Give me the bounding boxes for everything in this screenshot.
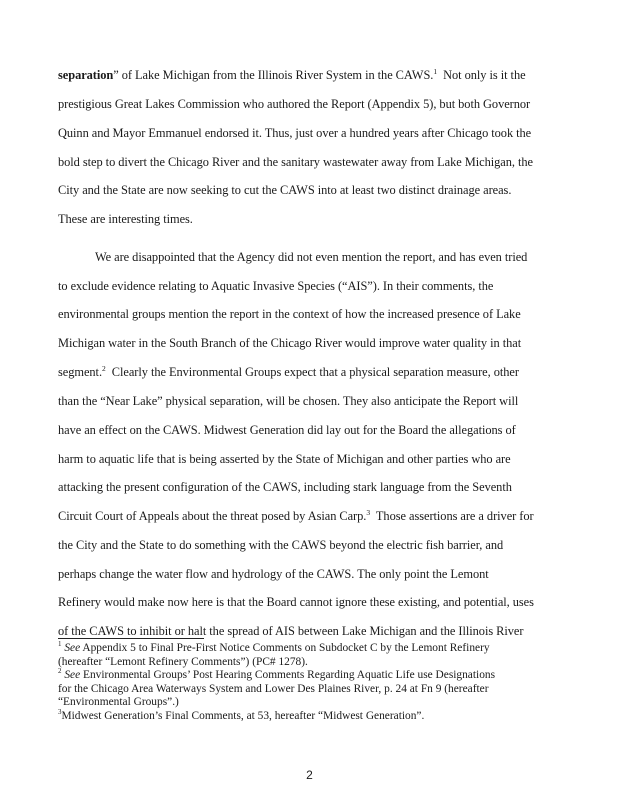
body-line: have an effect on the CAWS. Midwest Generation did lay out for the Board the allegations of bbox=[58, 423, 516, 437]
body-line: Quinn and Mayor Emmanuel endorsed it. Thus, just over a hundred years after Chicago took the bbox=[58, 126, 532, 140]
body-line: These are interesting times. bbox=[58, 212, 193, 226]
body-line: We are disappointed that the Agency did not even mention the report, and has even tried bbox=[95, 250, 528, 264]
footnote-2-cont: for the Chicago Area Waterways System and Lower Des Plaines River, p. 24 at Fn 9 (hereafter bbox=[58, 683, 489, 695]
footnote-2 bbox=[58, 669, 495, 681]
footnote-1 bbox=[58, 642, 490, 654]
text-span: Environmental Groups’ Post Hearing Comments Regarding Aquatic Life use Designations bbox=[80, 669, 496, 681]
text-span: segment. bbox=[58, 365, 102, 379]
body-line: attacking the present configuration of the CAWS, including stark language from the Seventh bbox=[58, 480, 512, 494]
text-span: Appendix 5 to Final Pre-First Notice Comments on Subdocket C by the Lemont Refinery bbox=[80, 642, 490, 654]
footnote-number: 2 bbox=[58, 667, 62, 676]
text-span: Midwest Generation’s Final Comments, at 53, hereafter “Midwest Generation”. bbox=[61, 710, 425, 722]
footnote-3 bbox=[58, 710, 424, 722]
footnote-1-cont: (hereafter “Lemont Refinery Comments”) (PC# 1278). bbox=[58, 656, 308, 668]
footnote-separator bbox=[58, 638, 204, 639]
footnote-ref-3[interactable]: 3 bbox=[366, 507, 371, 517]
text-span: Circuit Court of Appeals about the threat posed by Asian Carp. bbox=[58, 509, 367, 523]
footnote-ref-1[interactable]: 1 bbox=[433, 66, 438, 76]
body-line: the City and the State to do something with the CAWS beyond the electric fish barrier, and bbox=[58, 538, 504, 552]
page-number: 2 bbox=[306, 768, 313, 782]
body-line: of the CAWS to inhibit or halt the spread of AIS between Lake Michigan and the Illinois River bbox=[58, 624, 524, 638]
body-line: Michigan water in the South Branch of the Chicago River would improve water quality in that bbox=[58, 336, 522, 350]
body-line: Refinery would make now here is that the Board cannot ignore these existing, and potential, uses bbox=[58, 595, 534, 609]
body-line bbox=[58, 365, 519, 380]
text-span: Clearly the Environmental Groups expect that a physical separation measure, other bbox=[105, 365, 519, 379]
footnote-2-cont: “Environmental Groups”.) bbox=[58, 696, 179, 708]
body-line: harm to aquatic life that is being asserted by the State of Michigan and other parties who are bbox=[58, 452, 511, 466]
see-signal: See bbox=[64, 669, 81, 681]
footnote-ref-2[interactable]: 2 bbox=[102, 363, 106, 373]
body-line: environmental groups mention the report in the context of how the increased presence of Lake bbox=[58, 307, 521, 321]
footnote-number: 3 bbox=[58, 708, 62, 717]
bold-term: separation bbox=[58, 68, 114, 82]
footnote-number: 1 bbox=[58, 640, 62, 649]
body-line bbox=[58, 68, 526, 83]
body-line: City and the State are now seeking to cut the CAWS into at least two distinct drainage areas. bbox=[58, 183, 512, 197]
body-line: prestigious Great Lakes Commission who authored the Report (Appendix 5), but both Governor bbox=[58, 97, 531, 111]
text-span: Those assertions are a driver for bbox=[370, 509, 534, 523]
see-signal: See bbox=[64, 642, 81, 654]
body-line: than the “Near Lake” physical separation, will be chosen. They also anticipate the Report will bbox=[58, 394, 519, 408]
body-line bbox=[58, 509, 534, 524]
body-line: to exclude evidence relating to Aquatic Invasive Species (“AIS”). In their comments, the bbox=[58, 279, 494, 293]
body-line: perhaps change the water flow and hydrology of the CAWS. The only point the Lemont bbox=[58, 567, 489, 581]
text-span: Not only is it the bbox=[437, 68, 526, 82]
text-span: ” of Lake Michigan from the Illinois River System in the CAWS. bbox=[113, 68, 434, 82]
body-line: bold step to divert the Chicago River and the sanitary wastewater away from Lake Michigan, the bbox=[58, 155, 533, 169]
